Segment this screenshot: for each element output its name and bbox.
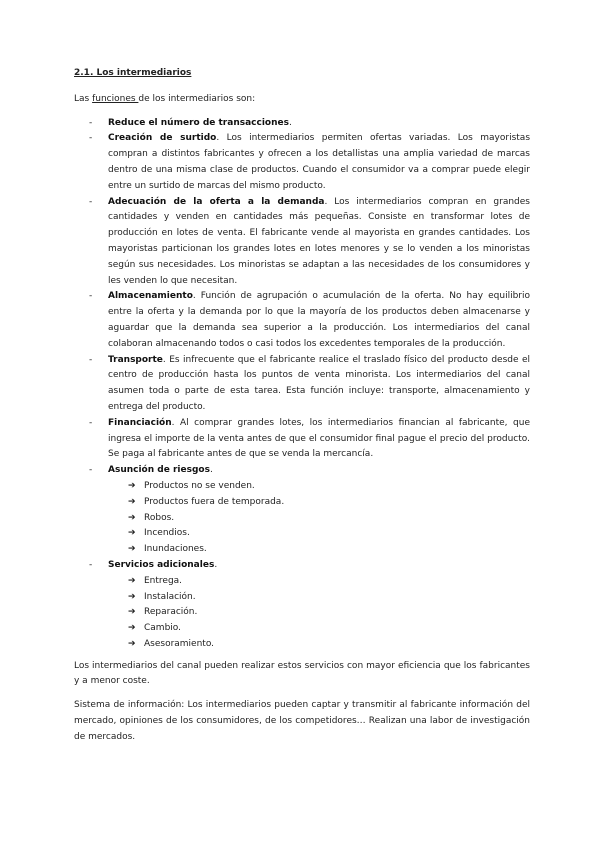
sub-list-item xyxy=(128,511,530,527)
sub-list-item xyxy=(128,479,530,495)
list-item-risks xyxy=(74,463,530,558)
sub-list-item xyxy=(128,637,530,653)
item-text: . Los intermediarios compran en grandes cantidades y venden en cantidades más pequeñas. Consiste en transformar lotes de producción en lotes de venta. El fabricante vende al mayorista en grandes cantidades. Los mayoristas particionan los grandes lotes en lotes menores y se lo venden a los minoristas según sus necesidades. Los minoristas se adaptan a las necesidades de los consumidores y les venden lo que necesitan. xyxy=(108,196,530,286)
item-label: Reduce el número de transacciones xyxy=(108,117,289,128)
list-item xyxy=(74,116,530,132)
intro-underlined-word: funciones xyxy=(92,93,139,104)
list-item-services xyxy=(74,558,530,653)
item-text: . xyxy=(214,559,218,570)
intro-before: Las xyxy=(74,93,93,104)
dash-bullet: - xyxy=(89,354,93,365)
sub-list-item xyxy=(128,605,530,621)
intro-after: de los intermediarios son: xyxy=(138,93,256,104)
sub-item-text: Incendios. xyxy=(144,528,190,539)
paragraph-information-system: Sistema de información: Los intermediarios pueden captar y transmitir al fabricante información del mercado, opiniones de los consumidores, de los competidores… Realizan una labor de investigación de mercados. xyxy=(74,700,530,742)
item-label: Servicios adicionales xyxy=(108,559,215,570)
sub-item-text: Entrega. xyxy=(144,575,183,586)
item-label: Financiación xyxy=(108,417,172,428)
paragraph-services-efficiency: Los intermediarios del canal pueden realizar estos servicios con mayor eficiencia que los fabricantes y a menor coste. xyxy=(74,660,530,687)
list-item xyxy=(74,416,530,463)
item-text: . Al comprar grandes lotes, los intermediarios financian al fabricante, que ingresa el importe de la venta antes de que el consumidor final pague el precio del producto. Se paga al fabricante antes de que se venda la mercancía. xyxy=(108,417,530,460)
sub-list-item xyxy=(128,542,530,558)
dash-bullet: - xyxy=(89,196,93,207)
item-text: . Función de agrupación o acumulación de la oferta. No hay equilibrio entre la oferta y la demanda por lo que la mayoría de los productos deben almacenarse y aguardar que la demanda sea superior a la producción. Los intermediarios del canal colaboran almacenando todos o casi todos los excedentes temporales de la producción. xyxy=(108,291,530,349)
arrow-right-icon: ➔ xyxy=(128,638,136,649)
sub-list-item xyxy=(128,495,530,511)
sub-list-item xyxy=(128,590,530,606)
sub-list-item xyxy=(128,526,530,542)
dash-bullet: - xyxy=(89,133,93,144)
item-label: Transporte xyxy=(108,354,163,365)
sub-item-text: Instalación. xyxy=(144,591,196,602)
arrow-right-icon: ➔ xyxy=(128,480,136,491)
list-item xyxy=(74,131,530,194)
sub-item-text: Cambio. xyxy=(144,623,181,634)
item-label: Almacenamiento xyxy=(108,291,193,302)
intro-text xyxy=(74,92,530,108)
arrow-right-icon: ➔ xyxy=(128,623,136,634)
sub-list-item xyxy=(128,574,530,590)
functions-list xyxy=(74,116,530,653)
section-title: 2.1. Los intermediarios xyxy=(74,68,192,78)
item-text: . xyxy=(288,117,292,128)
sub-list-item xyxy=(128,621,530,637)
item-label: Creación de surtido xyxy=(108,133,217,144)
arrow-right-icon: ➔ xyxy=(128,591,136,602)
risks-sublist xyxy=(108,479,530,558)
item-label: Asunción de riesgos xyxy=(108,465,210,476)
arrow-right-icon: ➔ xyxy=(128,528,136,539)
arrow-right-icon: ➔ xyxy=(128,496,136,507)
document-page xyxy=(74,66,530,746)
item-label: Adecuación de la oferta a la demanda xyxy=(108,196,325,207)
sub-item-text: Productos fuera de temporada. xyxy=(144,496,285,507)
list-item xyxy=(74,353,530,416)
item-text: . Los intermediarios permiten ofertas variadas. Los mayoristas compran a distintos fabricantes y ofrecen a los detallistas una amplia variedad de marcas dentro de una misma clase de productos. Cuando el consumidor va a comprar puede elegir entre un surtido de marcas del mismo producto. xyxy=(108,133,531,191)
arrow-right-icon: ➔ xyxy=(128,575,136,586)
sub-item-text: Reparación. xyxy=(144,607,198,618)
sub-item-text: Inundaciones. xyxy=(144,544,207,555)
dash-bullet: - xyxy=(89,559,93,570)
dash-bullet: - xyxy=(89,465,93,476)
sub-item-text: Robos. xyxy=(144,512,175,523)
arrow-right-icon: ➔ xyxy=(128,544,136,555)
arrow-right-icon: ➔ xyxy=(128,607,136,618)
item-text: . xyxy=(209,465,213,476)
dash-bullet: - xyxy=(89,291,93,302)
dash-bullet: - xyxy=(89,417,93,428)
dash-bullet: - xyxy=(89,117,93,128)
sub-item-text: Productos no se venden. xyxy=(144,480,255,491)
item-text: . Es infrecuente que el fabricante realice el traslado físico del producto desde el centro de producción hasta los puntos de venta minorista. Los intermediarios del canal asumen toda o parte de esta tarea. Esta función incluye: transporte, almacenamiento y entrega del producto. xyxy=(108,354,530,412)
list-item xyxy=(74,195,530,290)
services-sublist xyxy=(108,574,530,653)
arrow-right-icon: ➔ xyxy=(128,512,136,523)
list-item xyxy=(74,289,530,352)
sub-item-text: Asesoramiento. xyxy=(144,638,215,649)
